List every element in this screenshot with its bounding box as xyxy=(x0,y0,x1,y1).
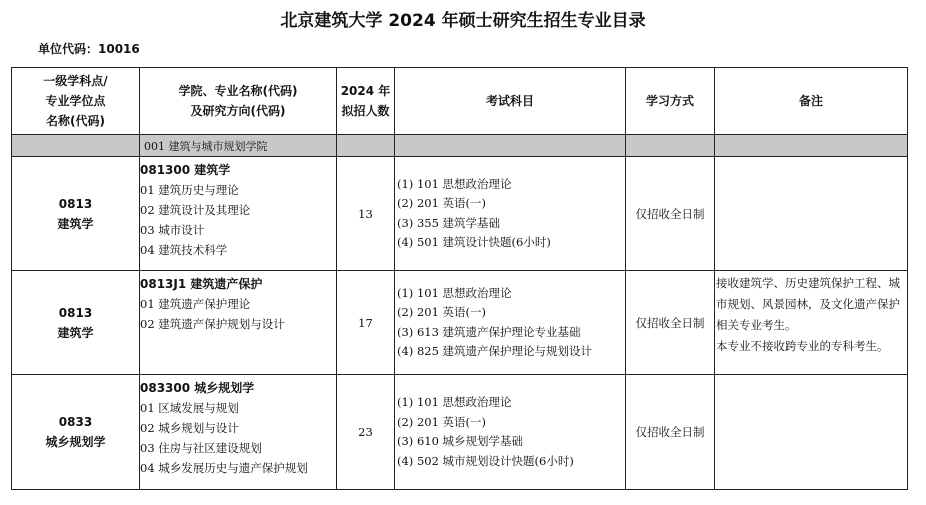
page-title: 北京建筑大学 2024 年硕士研究生招生专业目录 xyxy=(280,11,646,31)
header-discipline-line: 名称(代码) xyxy=(46,114,105,128)
quota-cell: 23 xyxy=(337,375,395,490)
header-quota-line: 拟招人数 xyxy=(341,104,390,118)
header-exam: 考试科目 xyxy=(395,68,626,135)
header-remark: 备注 xyxy=(715,68,908,135)
program-head: 0813J1 建筑遗产保护 xyxy=(140,277,263,291)
direction-item: 03 城市设计 xyxy=(140,223,205,237)
exam-item: (1) 101 思想政治理论 xyxy=(397,395,512,409)
direction-item: 04 城乡发展历史与遗产保护规划 xyxy=(140,461,308,475)
program-head: 081300 建筑学 xyxy=(140,163,231,177)
remark-cell xyxy=(715,157,908,271)
mode-cell: 仅招收全日制 xyxy=(626,157,715,271)
exam-item: (4) 825 建筑遗产保护理论与规划设计 xyxy=(397,344,593,358)
direction-item: 01 区域发展与规划 xyxy=(140,401,239,415)
discipline-code: 0833 xyxy=(58,415,93,429)
exam-item: (1) 101 思想政治理论 xyxy=(397,176,512,191)
direction-item: 01 建筑遗产保护理论 xyxy=(140,297,251,311)
table-row xyxy=(12,375,908,490)
header-discipline-line: 专业学位点 xyxy=(45,94,106,108)
remark-text: 本专业不接收跨专业的专科考生。 xyxy=(716,339,889,353)
header-discipline xyxy=(12,68,140,135)
direction-item: 01 建筑历史与理论 xyxy=(140,183,239,197)
discipline-name: 建筑学 xyxy=(57,216,94,231)
discipline-code: 0813 xyxy=(58,305,93,320)
remark-cell xyxy=(715,375,908,490)
exam-item: (4) 501 建筑设计快题(6小时) xyxy=(397,235,551,249)
exam-cell xyxy=(395,157,626,271)
exam-item: (3) 613 建筑遗产保护理论专业基础 xyxy=(397,324,581,339)
program-head: 083300 城乡规划学 xyxy=(140,381,255,395)
mode-cell: 仅招收全日制 xyxy=(626,271,715,375)
header-program xyxy=(140,68,337,135)
header-quota xyxy=(337,68,395,135)
remark-cell xyxy=(715,271,908,375)
exam-item: (4) 502 城市规划设计快题(6小时) xyxy=(397,453,574,468)
header-program-line: 学院、专业名称(代码) xyxy=(178,84,298,98)
college-name: 001 建筑与城市规划学院 xyxy=(140,135,337,157)
exam-item: (2) 201 英语(一) xyxy=(397,196,487,210)
exam-item: (1) 101 思想政治理论 xyxy=(397,285,512,300)
college-row xyxy=(12,135,908,157)
header-program-line: 及研究方向(代码) xyxy=(190,104,286,118)
exam-item: (2) 201 英语(一) xyxy=(397,305,487,319)
discipline-cell xyxy=(12,271,140,375)
direction-item: 02 建筑遗产保护规划与设计 xyxy=(140,317,285,331)
discipline-cell xyxy=(12,375,140,490)
program-cell xyxy=(140,375,337,490)
catalog-table xyxy=(11,67,908,490)
table-row xyxy=(12,157,908,271)
program-cell xyxy=(140,271,337,375)
header-mode: 学习方式 xyxy=(626,68,715,135)
table-row xyxy=(12,271,908,375)
direction-item: 04 建筑技术科学 xyxy=(140,243,228,257)
unit-code: 单位代码：10016 xyxy=(38,42,140,56)
quota-cell: 17 xyxy=(337,271,395,375)
direction-item: 02 城乡规划与设计 xyxy=(140,421,239,435)
mode-cell: 仅招收全日制 xyxy=(626,375,715,490)
exam-item: (2) 201 英语(一) xyxy=(397,414,487,429)
discipline-code: 0813 xyxy=(58,196,93,211)
discipline-name: 建筑学 xyxy=(57,325,94,340)
header-row xyxy=(12,68,908,135)
direction-item: 03 住房与社区建设规划 xyxy=(140,441,262,455)
header-discipline-line: 一级学科点/ xyxy=(43,74,108,88)
direction-item: 02 建筑设计及其理论 xyxy=(140,203,251,217)
discipline-cell xyxy=(12,157,140,271)
remark-text: 接收建筑学、历史建筑保护工程、城市规划、风景园林，及文化遗产保护相关专业考生。 xyxy=(716,276,900,332)
exam-cell xyxy=(395,271,626,375)
exam-item: (3) 355 建筑学基础 xyxy=(397,215,501,230)
quota-cell: 13 xyxy=(337,157,395,271)
program-cell xyxy=(140,157,337,271)
exam-cell xyxy=(395,375,626,490)
header-quota-line: 2024 年 xyxy=(340,84,391,98)
discipline-name: 城乡规划学 xyxy=(45,435,106,449)
exam-item: (3) 610 城乡规划学基础 xyxy=(397,434,524,448)
